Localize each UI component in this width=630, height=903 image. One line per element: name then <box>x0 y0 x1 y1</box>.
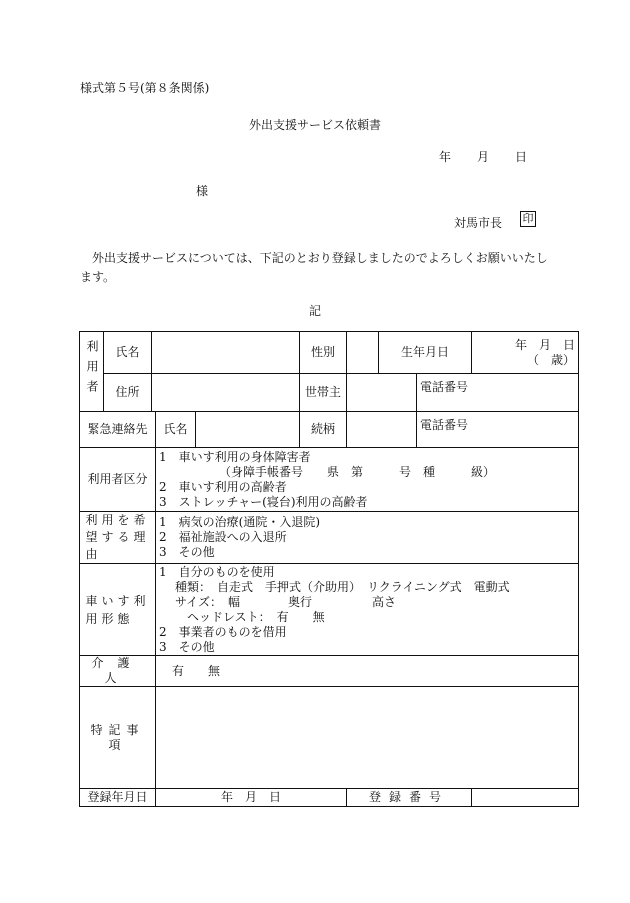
reason-item: 2 福祉施設への入退所 <box>159 530 287 544</box>
notes-field[interactable] <box>156 687 579 789</box>
phone-field[interactable]: 電話番号 <box>417 374 579 412</box>
registration-date-label: 登録年月日 <box>80 789 156 807</box>
birth-day: 日 <box>563 337 576 352</box>
household-head-label: 世帯主 <box>300 374 347 412</box>
age-open: （ <box>526 352 539 367</box>
wheelchair-item: 2 事業者のものを借用 <box>159 624 287 639</box>
date-year: 年 <box>439 150 452 164</box>
wheelchair-item: ヘッドレスト： 有 無 <box>187 609 325 624</box>
wheelchair-usage-options[interactable] <box>156 564 579 656</box>
addressee-suffix: 様 <box>196 184 209 198</box>
wheelchair-item: サイズ： 幅 奥行 高さ <box>175 594 397 609</box>
form-number-label: 様式第５号(第８条関係) <box>80 81 210 95</box>
registration-number-label: 登録番号 <box>347 789 472 807</box>
caregiver-label: 介護人 <box>80 656 156 687</box>
notes-label: 特記事項 <box>80 687 156 789</box>
wheelchair-item: 3 その他 <box>159 639 215 654</box>
issuer-name: 対馬市長 <box>454 216 503 230</box>
relation-field[interactable] <box>347 412 417 448</box>
date-line <box>439 148 527 165</box>
gender-label: 性別 <box>300 332 347 374</box>
reason-label: 利用を希望する理由 <box>80 512 156 564</box>
date-day: 日 <box>515 150 528 164</box>
request-form-table <box>79 331 579 807</box>
emergency-name-field[interactable] <box>196 412 300 448</box>
wheelchair-item: 種類： 自走式 手押式（介助用） リクライニング式 電動式 <box>175 579 510 594</box>
address-field[interactable] <box>152 374 300 412</box>
date-month: 月 <box>477 150 490 164</box>
age-close: 歳） <box>551 352 576 367</box>
address-label: 住所 <box>104 374 152 412</box>
category-item: 1 車いす利用の身体障害者 <box>159 449 311 464</box>
category-item: 3 ストレッチャー(寝台)利用の高齢者 <box>159 494 368 509</box>
birth-year: 年 <box>514 337 527 352</box>
body-text: 外出支援サービスについては、下記のとおり登録しましたのでよろしくお願いいたします。 <box>80 251 548 284</box>
category-options[interactable] <box>156 448 579 512</box>
category-item: 2 車いす利用の高齢者 <box>159 479 287 494</box>
emergency-name-label: 氏名 <box>156 412 196 448</box>
wheelchair-usage-label: 車いす利用形態 <box>80 564 156 656</box>
name-label: 氏名 <box>104 332 152 374</box>
registration-date-field[interactable]: 年 月 日 <box>156 789 347 807</box>
birthdate-label: 生年月日 <box>379 332 472 374</box>
category-item: （身障手帳番号 県 第 号 種 級） <box>219 464 496 479</box>
birth-month: 月 <box>538 337 551 352</box>
user-section-label: 利用者 <box>80 332 104 412</box>
gender-field[interactable] <box>347 332 379 374</box>
document-title: 外出支援サービス依頼書 <box>248 118 381 132</box>
birthdate-field[interactable] <box>472 332 579 374</box>
ki-heading: 記 <box>308 304 321 318</box>
reason-options[interactable] <box>156 512 579 564</box>
registration-number-field[interactable] <box>472 789 579 807</box>
reason-item: 1 病気の治療(通院・入退院) <box>159 515 320 529</box>
emergency-contact-label: 緊急連絡先 <box>80 412 156 448</box>
emergency-phone-field[interactable]: 電話番号 <box>417 412 579 448</box>
relation-label: 続柄 <box>300 412 347 448</box>
caregiver-options[interactable]: 有 無 <box>156 656 579 687</box>
category-label: 利用者区分 <box>80 448 156 512</box>
seal-box: 印 <box>520 211 536 227</box>
household-head-field[interactable] <box>347 374 417 412</box>
wheelchair-item: 1 自分のものを使用 <box>159 564 275 579</box>
name-field[interactable] <box>152 332 300 374</box>
reason-item: 3 その他 <box>159 545 215 559</box>
